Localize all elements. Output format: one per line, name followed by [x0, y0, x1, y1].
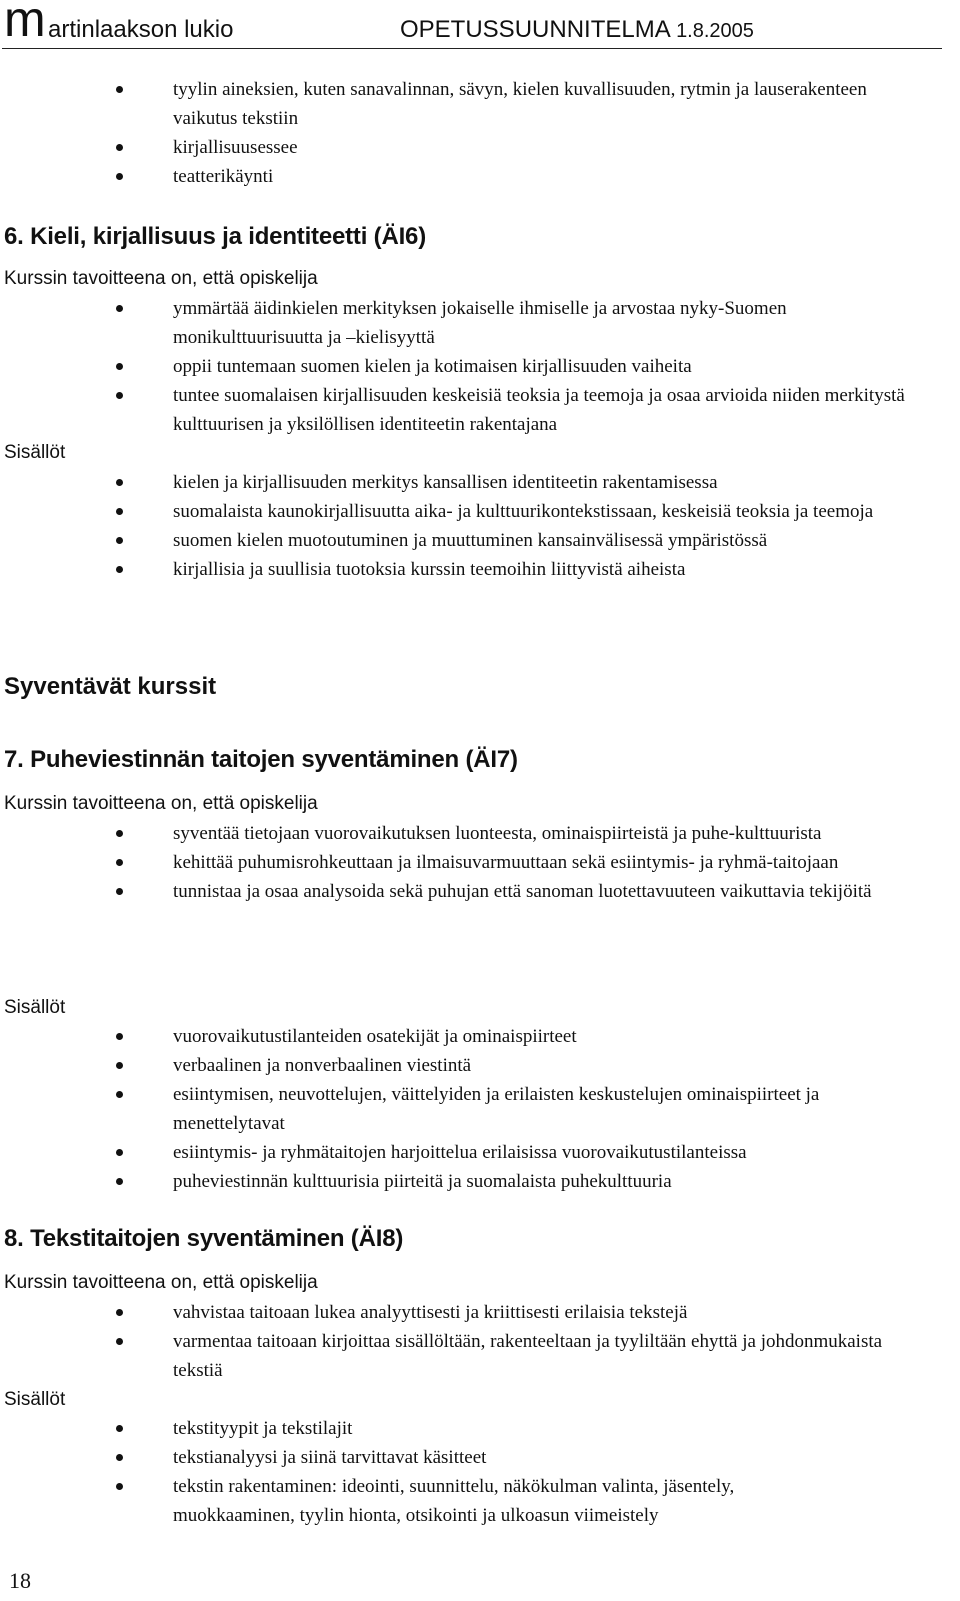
list-item: kirjallisuusessee [0, 133, 940, 162]
list-item: tekstin rakentaminen: ideointi, suunnittelu, näkökulman valinta, jäsentely, muokkaaminen, tyylin hionta, otsikointi ja ulkoasun viimeistely [0, 1472, 940, 1530]
course-6-goals [0, 294, 940, 439]
document-title [400, 16, 754, 45]
list-item: syventää tietojaan vuorovaikutuksen luonteesta, ominaispiirteistä ja puhe-kulttuurista [0, 819, 940, 848]
page-number: 18 [9, 1568, 31, 1593]
course-6-contents [0, 468, 940, 584]
list-item: puheviestinnän kulttuurisia piirteitä ja suomalaista puhekulttuuria [0, 1167, 940, 1196]
top-bullet-list [0, 75, 940, 191]
course-7-title: 7. Puheviestinnän taitojen syventäminen (ÄI7) [4, 746, 518, 773]
list-item: tekstityypit ja tekstilajit [0, 1414, 940, 1443]
course-8-contents [0, 1414, 940, 1530]
school-logo-letter: m [4, 0, 46, 47]
school-name: artinlaakson lukio [48, 16, 234, 43]
list-item: kehittää puhumisrohkeuttaan ja ilmaisuvarmuuttaan sekä esiintymis- ja ryhmä-taitojaan [0, 848, 940, 877]
list-item: tuntee suomalaisen kirjallisuuden keskeisiä teoksia ja teemoja ja osaa arvioida niiden merkitystä kulttuurisen ja yksilöllisen identiteetin rakentajana [0, 381, 940, 439]
list-item: tekstianalyysi ja siinä tarvittavat käsitteet [0, 1443, 940, 1472]
list-item: suomen kielen muotoutuminen ja muuttuminen kansainvälisessä ympäristössä [0, 526, 940, 555]
course-7-goals [0, 819, 940, 906]
list-item: teatterikäynti [0, 162, 940, 191]
list-item: ymmärtää äidinkielen merkityksen jokaiselle ihmiselle ja arvostaa nyky-Suomen monikulttuurisuutta ja –kielisyyttä [0, 294, 940, 352]
list-item: vuorovaikutustilanteiden osatekijät ja ominaispiirteet [0, 1022, 940, 1051]
list-item: esiintymis- ja ryhmätaitojen harjoittelua erilaisissa vuorovaikutustilanteissa [0, 1138, 940, 1167]
list-item: vahvistaa taitoaan lukea analyyttisesti ja kriittisesti erilaisia tekstejä [0, 1298, 940, 1327]
list-item: oppii tuntemaan suomen kielen ja kotimaisen kirjallisuuden vaiheita [0, 352, 940, 381]
course-8-title: 8. Tekstitaitojen syventäminen (ÄI8) [4, 1225, 404, 1252]
list-item: suomalaista kaunokirjallisuutta aika- ja kulttuurikontekstissaan, keskeisiä teoksia ja teemoja [0, 497, 940, 526]
course-6-content-label: Sisällöt [4, 442, 66, 463]
list-item: esiintymisen, neuvottelujen, väittelyiden ja erilaisten keskustelujen ominaispiirteet ja menettelytavat [0, 1080, 940, 1138]
course-6-goal-label: Kurssin tavoitteena on, että opiskelija [4, 268, 318, 289]
doc-date: 1.8.2005 [676, 20, 754, 42]
doc-title-text: OPETUSSUUNNITELMA [400, 16, 670, 43]
list-item: tyylin aineksien, kuten sanavalinnan, sävyn, kielen kuvallisuuden, rytmin ja lauserakenteen vaikutus tekstiin [0, 75, 940, 133]
list-item: varmentaa taitoaan kirjoittaa sisällöltään, rakenteeltaan ja tyyliltään ehyttä ja johdonmukaista tekstiä [0, 1327, 940, 1385]
course-7-contents [0, 1022, 940, 1196]
list-item: verbaalinen ja nonverbaalinen viestintä [0, 1051, 940, 1080]
course-6-title: 6. Kieli, kirjallisuus ja identiteetti (ÄI6) [4, 223, 426, 250]
course-8-content-label: Sisällöt [4, 1389, 66, 1410]
course-8-goals [0, 1298, 940, 1385]
list-item: kirjallisia ja suullisia tuotoksia kurssin teemoihin liittyvistä aiheista [0, 555, 940, 584]
course-8-goal-label: Kurssin tavoitteena on, että opiskelija [4, 1272, 318, 1293]
course-7-goal-label: Kurssin tavoitteena on, että opiskelija [4, 793, 318, 814]
list-item: tunnistaa ja osaa analysoida sekä puhujan että sanoman luotettavuuteen vaikuttavia tekijöitä [0, 877, 940, 906]
section-heading: Syventävät kurssit [4, 673, 217, 700]
page-header [2, 0, 942, 49]
course-7-content-label: Sisällöt [4, 997, 66, 1018]
list-item: kielen ja kirjallisuuden merkitys kansallisen identiteetin rakentamisessa [0, 468, 940, 497]
